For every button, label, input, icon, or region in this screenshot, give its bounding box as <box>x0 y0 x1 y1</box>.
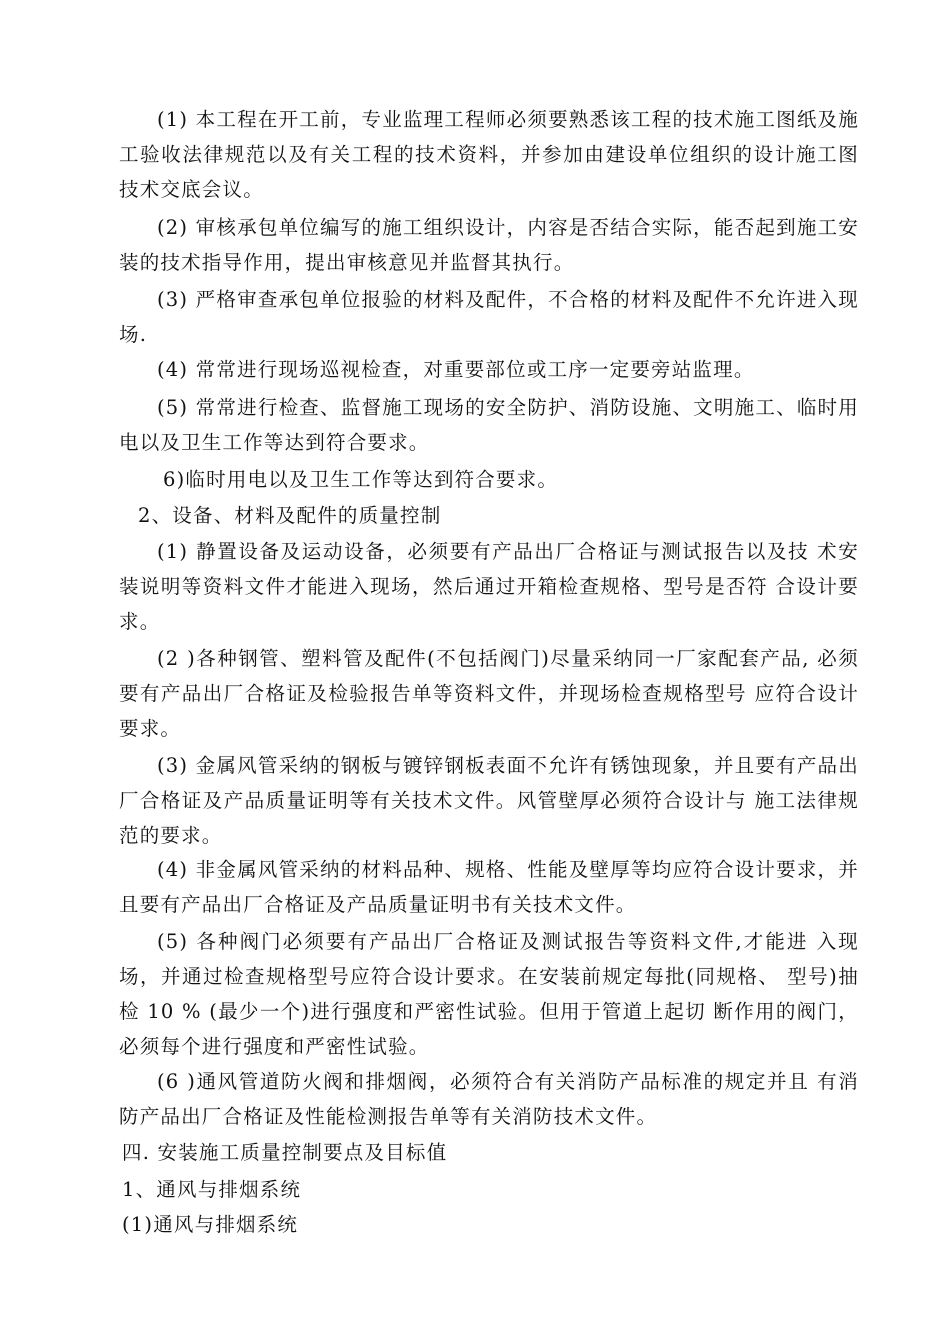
section-heading-2: 2、设备、材料及配件的质量控制 <box>138 504 442 527</box>
subsection-heading-1: 1、通风与排烟系统 <box>122 1178 302 1201</box>
section-heading-4: 四. 安装施工质量控制要点及目标值 <box>122 1141 448 1164</box>
paragraph-3: (3) 严格审查承包单位报验的材料及配件，不合格的材料及配件不允许进入现场. <box>119 288 859 346</box>
paragraph-1: (1) 本工程在开工前，专业监理工程师必须要熟悉该工程的技术施工图纸及施工验收法律规范以及有关工程的技术资料，并参加由建设单位组织的设计施工图技术交底会议。 <box>119 108 859 201</box>
paragraph-9: (3) 金属风管采纳的钢板与镀锌钢板表面不允许有锈蚀现象，并且要有产品出厂合格证及产品质量证明等有关技术文件。风管壁厚必须符合设计与 施工法律规范的要求。 <box>119 754 859 847</box>
paragraph-10: (4) 非金属风管采纳的材料品种、规格、性能及壁厚等均应符合设计要求，并且要有产品出厂合格证及产品质量证明书有关技术文件。 <box>119 858 859 916</box>
paragraph-7: (1) 静置设备及运动设备，必须要有产品出厂合格证与测试报告以及技 术安装说明等资料文件才能进入现场，然后通过开箱检查规格、型号是否符 合设计要求。 <box>119 540 859 633</box>
paragraph-5: (5) 常常进行检查、监督施工现场的安全防护、消防设施、文明施工、临时用电以及卫生工作等达到符合要求。 <box>119 396 859 454</box>
paragraph-6: 6)临时用电以及卫生工作等达到符合要求。 <box>163 468 559 491</box>
paragraph-11: (5) 各种阀门必须要有产品出厂合格证及测试报告等资料文件,才能进 入现场，并通过检查规格型号应符合设计要求。在安装前规定每批(同规格、 型号)抽检 10 % (最少一个)进行强度和严密性试验。但用于管道上起切 断作用的阀门，必须每个进行强度和严密性试验。 <box>119 930 859 1058</box>
paragraph-8: (2 )各种钢管、塑料管及配件(不包括阀门)尽量采纳同一厂家配套产品, 必须要有产品出厂合格证及检验报告单等资料文件，并现场检查规格型号 应符合设计要求。 <box>119 647 859 740</box>
subsection-heading-1-1: (1)通风与排烟系统 <box>122 1213 299 1236</box>
paragraph-4: (4) 常常进行现场巡视检查，对重要部位或工序一定要旁站监理。 <box>157 358 755 381</box>
paragraph-2: (2) 审核承包单位编写的施工组织设计，内容是否结合实际，能否起到施工安装的技术指导作用，提出审核意见并监督其执行。 <box>119 216 859 274</box>
paragraph-12: (6 )通风管道防火阀和排烟阀，必须符合有关消防产品标准的规定并且 有消防产品出厂合格证及性能检测报告单等有关消防技术文件。 <box>119 1070 859 1128</box>
